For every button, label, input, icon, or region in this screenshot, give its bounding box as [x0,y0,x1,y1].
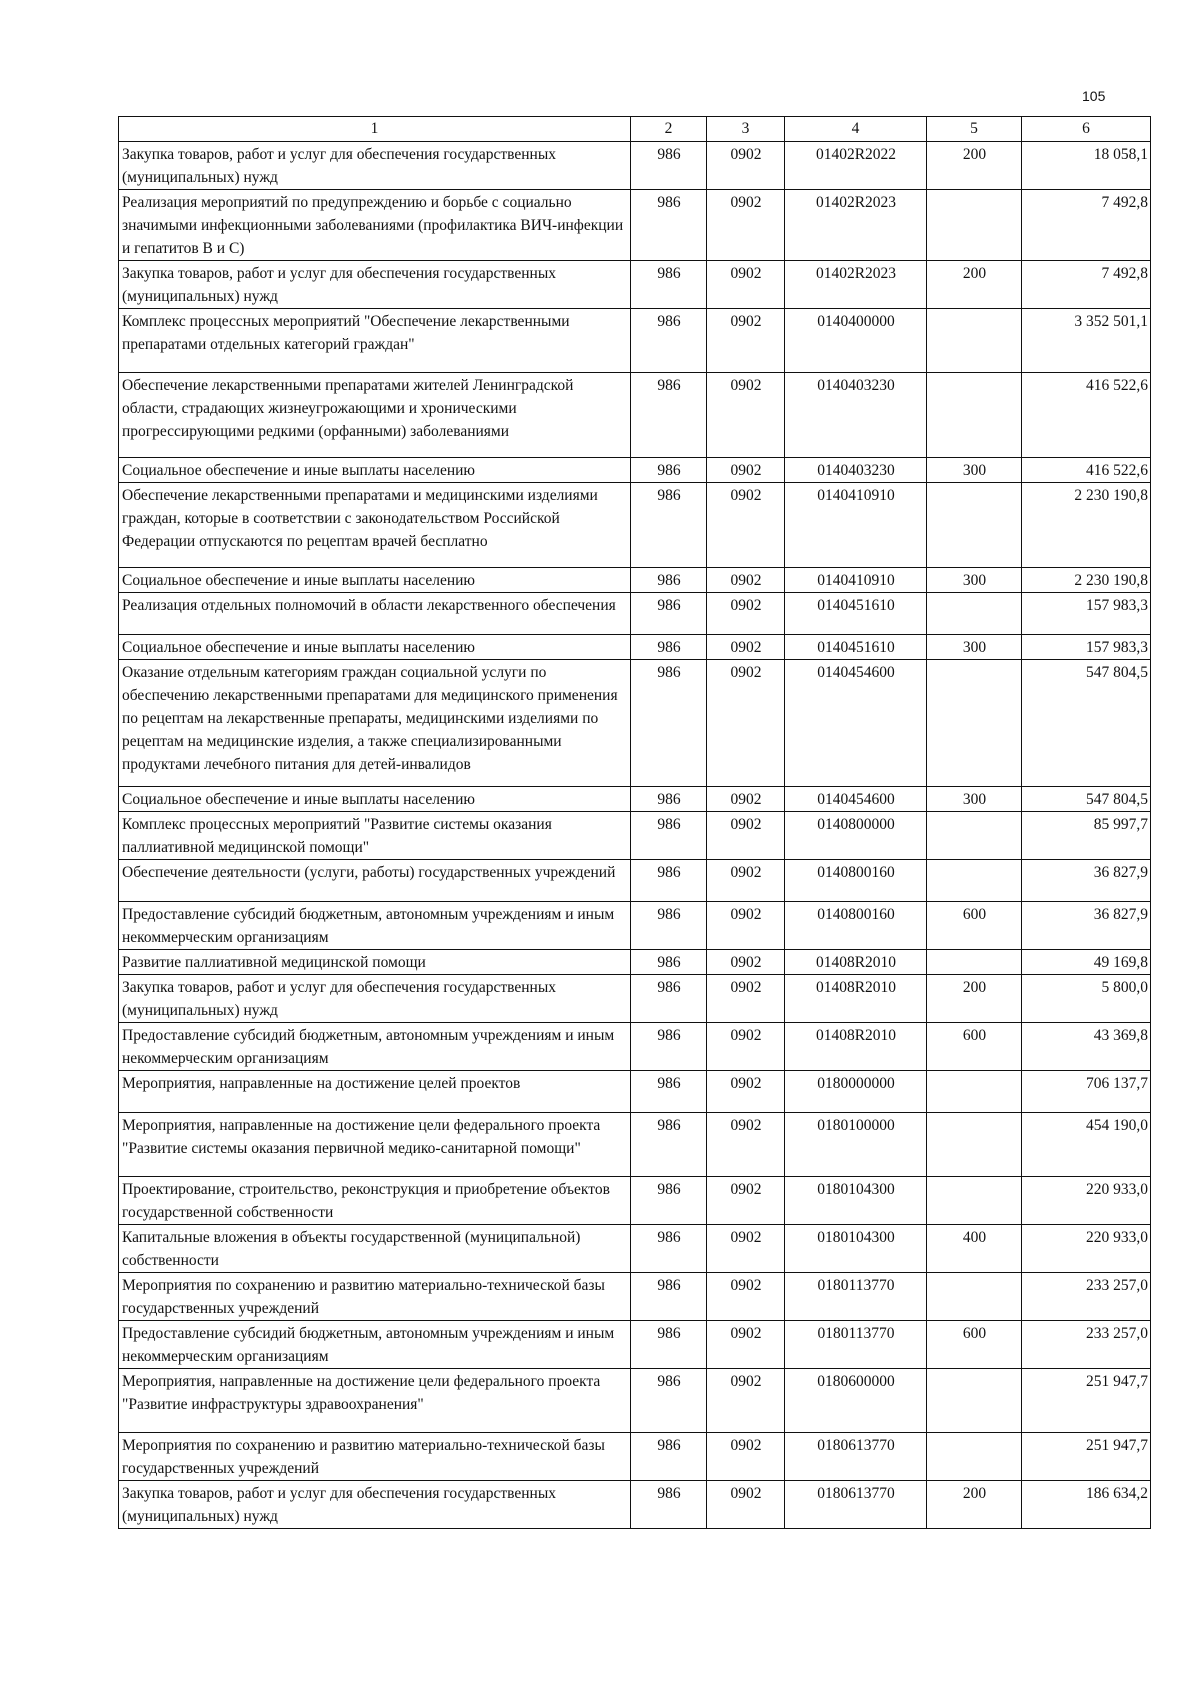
row-section-cell: 0902 [707,568,785,593]
table-row [119,1023,1151,1071]
row-name-cell: Капитальные вложения в объекты государственной (муниципальной) собственности [119,1225,631,1273]
row-name-cell: Мероприятия, направленные на достижение цели федерального проекта "Развитие системы оказания первичной медико-санитарной помощи" [119,1113,631,1177]
table-row [119,975,1151,1023]
row-name-cell: Предоставление субсидий бюджетным, автономным учреждениям и иным некоммерческим организациям [119,1023,631,1071]
row-expense-type-cell: 400 [927,1225,1022,1273]
row-section-cell: 0902 [707,261,785,309]
row-amount-cell: 7 492,8 [1022,261,1151,309]
row-expense-type-cell: 300 [927,568,1022,593]
table-row [119,1433,1151,1481]
row-amount-cell: 220 933,0 [1022,1177,1151,1225]
row-code-cell: 986 [631,975,707,1023]
row-expense-type-cell: 200 [927,1481,1022,1529]
row-target-article-cell: 0180613770 [785,1433,927,1481]
row-target-article-cell: 0180113770 [785,1273,927,1321]
row-amount-cell: 186 634,2 [1022,1481,1151,1529]
column-header: 1 [119,117,631,142]
row-expense-type-cell [927,812,1022,860]
row-name-cell: Мероприятия, направленные на достижение целей проектов [119,1071,631,1113]
table-row [119,860,1151,902]
row-target-article-cell: 0140454600 [785,787,927,812]
row-code-cell: 986 [631,860,707,902]
row-amount-cell: 157 983,3 [1022,593,1151,635]
row-amount-cell: 5 800,0 [1022,975,1151,1023]
row-section-cell: 0902 [707,660,785,787]
row-name-cell: Реализация мероприятий по предупреждению и борьбе с социально значимыми инфекционными заболеваниями (профилактика ВИЧ-инфекции и гепатитов В и С) [119,190,631,261]
row-name-cell: Проектирование, строительство, реконструкция и приобретение объектов государственной собственности [119,1177,631,1225]
row-target-article-cell: 0140800160 [785,860,927,902]
row-code-cell: 986 [631,483,707,568]
table-row [119,373,1151,458]
row-target-article-cell: 0140800160 [785,902,927,950]
row-expense-type-cell [927,1369,1022,1433]
row-name-cell: Социальное обеспечение и иные выплаты населению [119,458,631,483]
row-amount-cell: 36 827,9 [1022,902,1151,950]
row-code-cell: 986 [631,902,707,950]
column-header: 3 [707,117,785,142]
row-name-cell: Предоставление субсидий бюджетным, автономным учреждениям и иным некоммерческим организациям [119,1321,631,1369]
row-target-article-cell: 0180104300 [785,1225,927,1273]
row-amount-cell: 706 137,7 [1022,1071,1151,1113]
row-expense-type-cell [927,1113,1022,1177]
page-number: 105 [1082,88,1106,104]
table-row [119,458,1151,483]
row-section-cell: 0902 [707,635,785,660]
row-expense-type-cell: 600 [927,1023,1022,1071]
row-code-cell: 986 [631,787,707,812]
row-section-cell: 0902 [707,1481,785,1529]
row-section-cell: 0902 [707,1177,785,1225]
row-expense-type-cell [927,1273,1022,1321]
row-amount-cell: 251 947,7 [1022,1369,1151,1433]
table-row [119,1369,1151,1433]
row-name-cell: Обеспечение лекарственными препаратами жителей Ленинградской области, страдающих жизнеугрожающими и хроническими прогрессирующими редкими (орфанными) заболеваниями [119,373,631,458]
row-target-article-cell: 0180113770 [785,1321,927,1369]
row-name-cell: Обеспечение лекарственными препаратами и медицинскими изделиями граждан, которые в соответствии с законодательством Российской Федерации отпускаются по рецептам врачей бесплатно [119,483,631,568]
row-expense-type-cell [927,660,1022,787]
row-name-cell: Закупка товаров, работ и услуг для обеспечения государственных (муниципальных) нужд [119,1481,631,1529]
row-section-cell: 0902 [707,142,785,190]
row-amount-cell: 233 257,0 [1022,1273,1151,1321]
budget-table [118,116,1151,1529]
row-section-cell: 0902 [707,483,785,568]
row-target-article-cell: 0140451610 [785,593,927,635]
row-section-cell: 0902 [707,1071,785,1113]
row-amount-cell: 2 230 190,8 [1022,568,1151,593]
table-row [119,1321,1151,1369]
table-row [119,142,1151,190]
table-row [119,483,1151,568]
row-section-cell: 0902 [707,860,785,902]
row-name-cell: Мероприятия по сохранению и развитию материально-технической базы государственных учреждений [119,1433,631,1481]
row-code-cell: 986 [631,309,707,373]
row-expense-type-cell [927,1433,1022,1481]
row-expense-type-cell [927,1177,1022,1225]
row-expense-type-cell [927,373,1022,458]
row-target-article-cell: 01402R2023 [785,190,927,261]
row-code-cell: 986 [631,1177,707,1225]
row-target-article-cell: 0180600000 [785,1369,927,1433]
row-amount-cell: 3 352 501,1 [1022,309,1151,373]
row-expense-type-cell [927,1071,1022,1113]
table-row [119,812,1151,860]
row-target-article-cell: 0140800000 [785,812,927,860]
row-target-article-cell: 0140410910 [785,568,927,593]
row-code-cell: 986 [631,1225,707,1273]
row-target-article-cell: 0180104300 [785,1177,927,1225]
row-name-cell: Комплекс процессных мероприятий "Обеспечение лекарственными препаратами отдельных категорий граждан" [119,309,631,373]
row-code-cell: 986 [631,1481,707,1529]
row-amount-cell: 49 169,8 [1022,950,1151,975]
row-section-cell: 0902 [707,458,785,483]
table-row [119,593,1151,635]
row-code-cell: 986 [631,1433,707,1481]
row-target-article-cell: 01402R2023 [785,261,927,309]
row-code-cell: 986 [631,568,707,593]
row-name-cell: Закупка товаров, работ и услуг для обеспечения государственных (муниципальных) нужд [119,142,631,190]
row-expense-type-cell: 300 [927,787,1022,812]
row-amount-cell: 36 827,9 [1022,860,1151,902]
row-code-cell: 986 [631,1023,707,1071]
column-header: 6 [1022,117,1151,142]
row-expense-type-cell: 200 [927,261,1022,309]
row-amount-cell: 85 997,7 [1022,812,1151,860]
row-code-cell: 986 [631,950,707,975]
row-name-cell: Обеспечение деятельности (услуги, работы) государственных учреждений [119,860,631,902]
row-name-cell: Закупка товаров, работ и услуг для обеспечения государственных (муниципальных) нужд [119,261,631,309]
column-header: 5 [927,117,1022,142]
row-amount-cell: 18 058,1 [1022,142,1151,190]
row-code-cell: 986 [631,261,707,309]
row-target-article-cell: 0140403230 [785,458,927,483]
row-amount-cell: 7 492,8 [1022,190,1151,261]
row-target-article-cell: 0180613770 [785,1481,927,1529]
row-expense-type-cell [927,190,1022,261]
table-row [119,635,1151,660]
table-row [119,1273,1151,1321]
row-name-cell: Развитие паллиативной медицинской помощи [119,950,631,975]
row-section-cell: 0902 [707,787,785,812]
row-section-cell: 0902 [707,812,785,860]
row-amount-cell: 454 190,0 [1022,1113,1151,1177]
row-name-cell: Закупка товаров, работ и услуг для обеспечения государственных (муниципальных) нужд [119,975,631,1023]
row-expense-type-cell: 200 [927,142,1022,190]
row-name-cell: Социальное обеспечение и иные выплаты населению [119,635,631,660]
row-section-cell: 0902 [707,309,785,373]
row-amount-cell: 547 804,5 [1022,787,1151,812]
table-row [119,950,1151,975]
table-row [119,1225,1151,1273]
row-section-cell: 0902 [707,1273,785,1321]
row-code-cell: 986 [631,1113,707,1177]
table-row [119,309,1151,373]
row-section-cell: 0902 [707,373,785,458]
row-target-article-cell: 0140400000 [785,309,927,373]
row-name-cell: Комплекс процессных мероприятий "Развитие системы оказания паллиативной медицинской помощи" [119,812,631,860]
row-amount-cell: 416 522,6 [1022,458,1151,483]
row-code-cell: 986 [631,660,707,787]
table-row [119,787,1151,812]
row-code-cell: 986 [631,1071,707,1113]
header-row [119,117,1151,142]
table-row [119,568,1151,593]
row-expense-type-cell: 300 [927,635,1022,660]
row-code-cell: 986 [631,142,707,190]
row-expense-type-cell [927,593,1022,635]
row-name-cell: Социальное обеспечение и иные выплаты населению [119,787,631,812]
row-code-cell: 986 [631,1273,707,1321]
row-amount-cell: 220 933,0 [1022,1225,1151,1273]
column-header: 2 [631,117,707,142]
row-section-cell: 0902 [707,1225,785,1273]
table-body [119,142,1151,1529]
row-amount-cell: 251 947,7 [1022,1433,1151,1481]
row-code-cell: 986 [631,458,707,483]
table-row [119,902,1151,950]
row-section-cell: 0902 [707,593,785,635]
row-target-article-cell: 01408R2010 [785,950,927,975]
row-expense-type-cell: 600 [927,1321,1022,1369]
row-section-cell: 0902 [707,975,785,1023]
row-section-cell: 0902 [707,902,785,950]
row-name-cell: Предоставление субсидий бюджетным, автономным учреждениям и иным некоммерческим организациям [119,902,631,950]
table-row [119,1177,1151,1225]
row-expense-type-cell: 600 [927,902,1022,950]
table-row [119,660,1151,787]
row-target-article-cell: 0140454600 [785,660,927,787]
row-target-article-cell: 01408R2010 [785,1023,927,1071]
row-name-cell: Реализация отдельных полномочий в области лекарственного обеспечения [119,593,631,635]
row-expense-type-cell: 200 [927,975,1022,1023]
row-target-article-cell: 0180000000 [785,1071,927,1113]
row-expense-type-cell [927,950,1022,975]
row-name-cell: Мероприятия, направленные на достижение цели федерального проекта "Развитие инфраструктуры здравоохранения" [119,1369,631,1433]
row-target-article-cell: 0140403230 [785,373,927,458]
row-code-cell: 986 [631,1369,707,1433]
row-expense-type-cell [927,860,1022,902]
row-target-article-cell: 0180100000 [785,1113,927,1177]
table-row [119,1113,1151,1177]
row-expense-type-cell: 300 [927,458,1022,483]
row-code-cell: 986 [631,373,707,458]
row-code-cell: 986 [631,593,707,635]
row-amount-cell: 547 804,5 [1022,660,1151,787]
row-target-article-cell: 0140451610 [785,635,927,660]
row-code-cell: 986 [631,1321,707,1369]
table-row [119,1481,1151,1529]
row-amount-cell: 233 257,0 [1022,1321,1151,1369]
column-header: 4 [785,117,927,142]
row-section-cell: 0902 [707,190,785,261]
row-section-cell: 0902 [707,1023,785,1071]
row-amount-cell: 416 522,6 [1022,373,1151,458]
row-target-article-cell: 01408R2010 [785,975,927,1023]
row-expense-type-cell [927,309,1022,373]
row-section-cell: 0902 [707,1369,785,1433]
row-section-cell: 0902 [707,1321,785,1369]
table-row [119,190,1151,261]
row-code-cell: 986 [631,635,707,660]
row-section-cell: 0902 [707,950,785,975]
row-name-cell: Социальное обеспечение и иные выплаты населению [119,568,631,593]
row-name-cell: Мероприятия по сохранению и развитию материально-технической базы государственных учреждений [119,1273,631,1321]
row-amount-cell: 43 369,8 [1022,1023,1151,1071]
row-code-cell: 986 [631,190,707,261]
row-section-cell: 0902 [707,1433,785,1481]
row-name-cell: Оказание отдельным категориям граждан социальной услуги по обеспечению лекарственными препаратами для медицинского применения по рецептам на лекарственные препараты, медицинскими изделиями по рецептам на медицинские изделия, а также специализированными продуктами лечебного питания для детей-инвалидов [119,660,631,787]
row-amount-cell: 157 983,3 [1022,635,1151,660]
table-row [119,261,1151,309]
row-expense-type-cell [927,483,1022,568]
row-code-cell: 986 [631,812,707,860]
row-amount-cell: 2 230 190,8 [1022,483,1151,568]
row-section-cell: 0902 [707,1113,785,1177]
table-row [119,1071,1151,1113]
row-target-article-cell: 0140410910 [785,483,927,568]
row-target-article-cell: 01402R2022 [785,142,927,190]
